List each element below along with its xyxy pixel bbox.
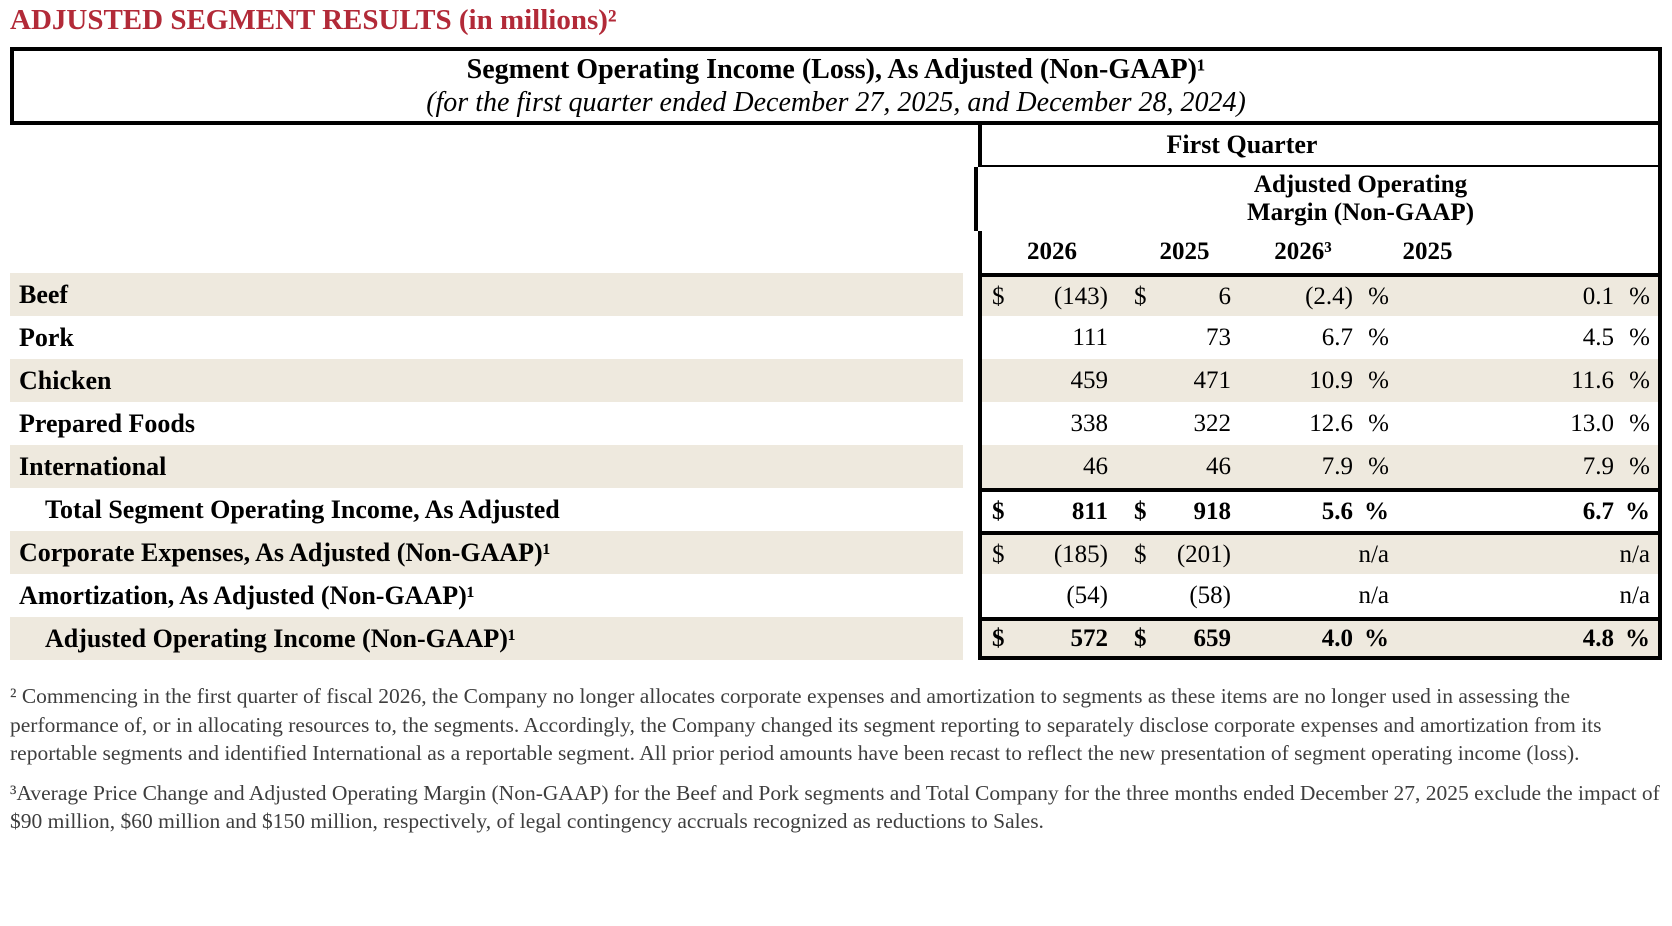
table-row xyxy=(10,445,1662,488)
gap-spacer xyxy=(963,531,978,574)
value-2026: 46 xyxy=(1083,452,1108,480)
col-header-margin-2025: 2025 xyxy=(1402,238,1453,265)
header-label-spacer xyxy=(10,167,959,231)
dollar-sign: $ xyxy=(1134,540,1147,568)
row-values xyxy=(978,359,1662,402)
margin-2026: (2.4) xyxy=(1305,282,1353,310)
table-body xyxy=(10,273,1662,660)
gap-spacer xyxy=(963,231,978,273)
cell-margin-2026 xyxy=(1247,535,1397,574)
row-label: Amortization, As Adjusted (Non-GAAP)¹ xyxy=(19,580,475,610)
dollar-sign: $ xyxy=(992,624,1005,652)
margin-2025: n/a xyxy=(1619,581,1650,609)
dollar-sign: $ xyxy=(992,540,1005,568)
percent-sign: % xyxy=(1629,366,1650,394)
cell-margin-2026 xyxy=(1247,359,1397,402)
cell-2025 xyxy=(1122,492,1247,531)
table-row xyxy=(10,617,1662,660)
cell-2025 xyxy=(1122,621,1247,656)
cell-margin-2026 xyxy=(1247,492,1397,531)
period-header-cell xyxy=(978,125,1662,167)
margin-2025: 7.9 xyxy=(1582,452,1614,480)
value-2025: 471 xyxy=(1193,366,1231,394)
percent-sign: % xyxy=(1368,366,1389,394)
margin-header: Adjusted Operating Margin (Non-GAAP) xyxy=(1246,170,1475,226)
header-label-spacer xyxy=(10,231,963,273)
row-label: Adjusted Operating Income (Non-GAAP)¹ xyxy=(10,617,963,660)
row-values xyxy=(978,316,1662,359)
gap-spacer xyxy=(963,402,978,445)
period-header: First Quarter xyxy=(1166,130,1318,159)
value-2026: (185) xyxy=(1053,540,1108,568)
percent-sign: % xyxy=(1629,409,1650,437)
row-label: International xyxy=(10,445,963,488)
cell-margin-2026 xyxy=(1247,445,1397,488)
margin-2025: n/a xyxy=(1619,540,1650,568)
table-row xyxy=(10,316,1662,359)
table-header-years-row xyxy=(10,231,1662,273)
cell-2026 xyxy=(982,492,1122,531)
cell-2026 xyxy=(982,535,1122,574)
header-label-spacer xyxy=(10,125,963,167)
margin-2026: 6.7 xyxy=(1321,323,1353,351)
cell-margin-2026 xyxy=(1247,316,1397,359)
footnote-2: ² Commencing in the first quarter of fiscal 2026, the Company no longer allocates corporate expenses and amortization to segments as these items are no longer used in assessing the performance of, or in allocating resources to, the segments. Accordingly, the Company changed its segment reporting to separately disclose corporate expenses and amortization from its reportable segments and identified International as a reportable segment. All prior period amounts have been recast to reflect the new presentation of segment operating income (loss). xyxy=(10,684,1602,766)
cell-margin-2025 xyxy=(1397,621,1658,656)
table-row xyxy=(10,531,1662,574)
value-2025: (201) xyxy=(1176,540,1231,568)
dollar-sign: $ xyxy=(1134,624,1147,652)
cell-2025 xyxy=(1122,535,1247,574)
gap-spacer xyxy=(963,445,978,488)
empty-cell xyxy=(978,167,1118,231)
table-header-period-row xyxy=(10,125,1662,167)
years-header-cell xyxy=(978,231,1662,273)
table-row xyxy=(10,488,1662,531)
value-2026: 572 xyxy=(1070,624,1108,652)
table-title: Segment Operating Income (Loss), As Adjusted (Non-GAAP)¹ xyxy=(466,53,1206,85)
page-title: ADJUSTED SEGMENT RESULTS (in millions)² xyxy=(10,4,617,36)
cell-margin-2025 xyxy=(1397,402,1658,445)
row-values xyxy=(978,574,1662,617)
empty-cell xyxy=(1118,167,1243,231)
gap-spacer xyxy=(963,125,978,167)
percent-sign: % xyxy=(1629,282,1650,310)
col-header-2025: 2025 xyxy=(1159,238,1210,265)
row-values xyxy=(978,531,1662,574)
value-2026: 459 xyxy=(1070,366,1108,394)
cell-2025 xyxy=(1122,402,1247,445)
row-values xyxy=(978,488,1662,531)
margin-2025: 11.6 xyxy=(1571,366,1614,394)
dollar-sign: $ xyxy=(1134,282,1147,310)
cell-margin-2026 xyxy=(1247,574,1397,617)
cell-margin-2025 xyxy=(1397,492,1658,531)
value-2025: 46 xyxy=(1206,452,1231,480)
table-row xyxy=(10,273,1662,316)
cell-margin-2025 xyxy=(1397,316,1658,359)
margin-2025: 4.8 xyxy=(1582,624,1614,652)
margin-2026: 7.9 xyxy=(1321,452,1353,480)
value-2026: (54) xyxy=(1066,581,1108,609)
value-2025: 73 xyxy=(1206,323,1231,351)
footnote-3: ³Average Price Change and Adjusted Operating Margin (Non-GAAP) for the Beef and Pork segments and Total Company for the three months ended December 27, 2025 exclude the impact of $90 million, $60 million and $150 million, respectively, of legal contingency accruals recognized as reductions to Sales. xyxy=(10,780,1660,834)
percent-sign: % xyxy=(1364,624,1389,652)
table-row xyxy=(10,574,1662,617)
value-2025: (58) xyxy=(1189,581,1231,609)
dollar-sign: $ xyxy=(1134,497,1147,525)
value-2025: 322 xyxy=(1193,409,1231,437)
row-label: Total Segment Operating Income, As Adjusted xyxy=(45,494,560,524)
margin-2026: 4.0 xyxy=(1321,624,1353,652)
margin-2025: 0.1 xyxy=(1582,282,1614,310)
cell-margin-2026 xyxy=(1247,621,1397,656)
row-label: Corporate Expenses, As Adjusted (Non-GAAP)¹ xyxy=(10,531,963,574)
table-title-box xyxy=(10,47,1662,125)
row-values xyxy=(978,402,1662,445)
gap-spacer xyxy=(963,574,978,617)
row-label: Pork xyxy=(19,322,74,352)
margin-2026: 10.9 xyxy=(1309,366,1353,394)
cell-margin-2025 xyxy=(1397,277,1658,316)
margin-2025: 13.0 xyxy=(1570,409,1614,437)
percent-sign: % xyxy=(1368,452,1389,480)
cell-2026 xyxy=(982,621,1122,656)
percent-sign: % xyxy=(1629,452,1650,480)
col-header-2026: 2026 xyxy=(1027,238,1077,265)
cell-2026 xyxy=(982,402,1122,445)
cell-margin-2026 xyxy=(1247,277,1397,316)
cell-2025 xyxy=(1122,445,1247,488)
cell-margin-2025 xyxy=(1397,574,1658,617)
row-values xyxy=(978,445,1662,488)
gap-spacer xyxy=(963,617,978,660)
cell-2025 xyxy=(1122,277,1247,316)
value-2026: 111 xyxy=(1072,323,1108,351)
cell-margin-2025 xyxy=(1397,445,1658,488)
cell-2026 xyxy=(982,359,1122,402)
margin-2025: 4.5 xyxy=(1582,323,1614,351)
row-label: Prepared Foods xyxy=(19,408,195,438)
cell-margin-2025 xyxy=(1397,535,1658,574)
row-values xyxy=(978,617,1662,660)
row-label: Beef xyxy=(10,273,963,316)
margin-header-cell xyxy=(974,167,1662,231)
cell-2025 xyxy=(1122,316,1247,359)
col-header-margin-2026: 2026³ xyxy=(1274,238,1332,265)
value-2025: 659 xyxy=(1193,624,1231,652)
gap-spacer xyxy=(963,273,978,316)
cell-margin-2025 xyxy=(1397,359,1658,402)
gap-spacer xyxy=(963,359,978,402)
margin-2026: n/a xyxy=(1358,581,1389,609)
value-2025: 918 xyxy=(1193,497,1231,525)
gap-spacer xyxy=(959,167,974,231)
footnotes xyxy=(10,682,1662,836)
dollar-sign: $ xyxy=(992,282,1005,310)
value-2026: 338 xyxy=(1070,409,1108,437)
row-values xyxy=(978,273,1662,316)
cell-2026 xyxy=(982,316,1122,359)
cell-2026 xyxy=(982,277,1122,316)
cell-2025 xyxy=(1122,574,1247,617)
percent-sign: % xyxy=(1625,624,1650,652)
percent-sign: % xyxy=(1364,497,1389,525)
percent-sign: % xyxy=(1629,323,1650,351)
row-label: Chicken xyxy=(10,359,963,402)
dollar-sign: $ xyxy=(992,497,1005,525)
cell-2026 xyxy=(982,574,1122,617)
gap-spacer xyxy=(963,316,978,359)
value-2026: (143) xyxy=(1053,282,1108,310)
margin-2026: 5.6 xyxy=(1321,497,1353,525)
value-2025: 6 xyxy=(1218,282,1231,310)
cell-2025 xyxy=(1122,359,1247,402)
table-subtitle: (for the first quarter ended December 27, 2025, and December 28, 2024) xyxy=(426,87,1246,118)
percent-sign: % xyxy=(1625,497,1650,525)
table-row xyxy=(10,359,1662,402)
cell-margin-2026 xyxy=(1247,402,1397,445)
value-2026: 811 xyxy=(1071,497,1108,525)
percent-sign: % xyxy=(1368,282,1389,310)
margin-2025: 6.7 xyxy=(1582,497,1614,525)
gap-spacer xyxy=(963,488,978,531)
margin-header-wrap xyxy=(1243,167,1658,231)
cell-2026 xyxy=(982,445,1122,488)
margin-2026: n/a xyxy=(1358,540,1389,568)
percent-sign: % xyxy=(1368,409,1389,437)
table-row xyxy=(10,402,1662,445)
table-header-margin-row xyxy=(10,167,1662,231)
margin-2026: 12.6 xyxy=(1309,409,1353,437)
percent-sign: % xyxy=(1368,323,1389,351)
